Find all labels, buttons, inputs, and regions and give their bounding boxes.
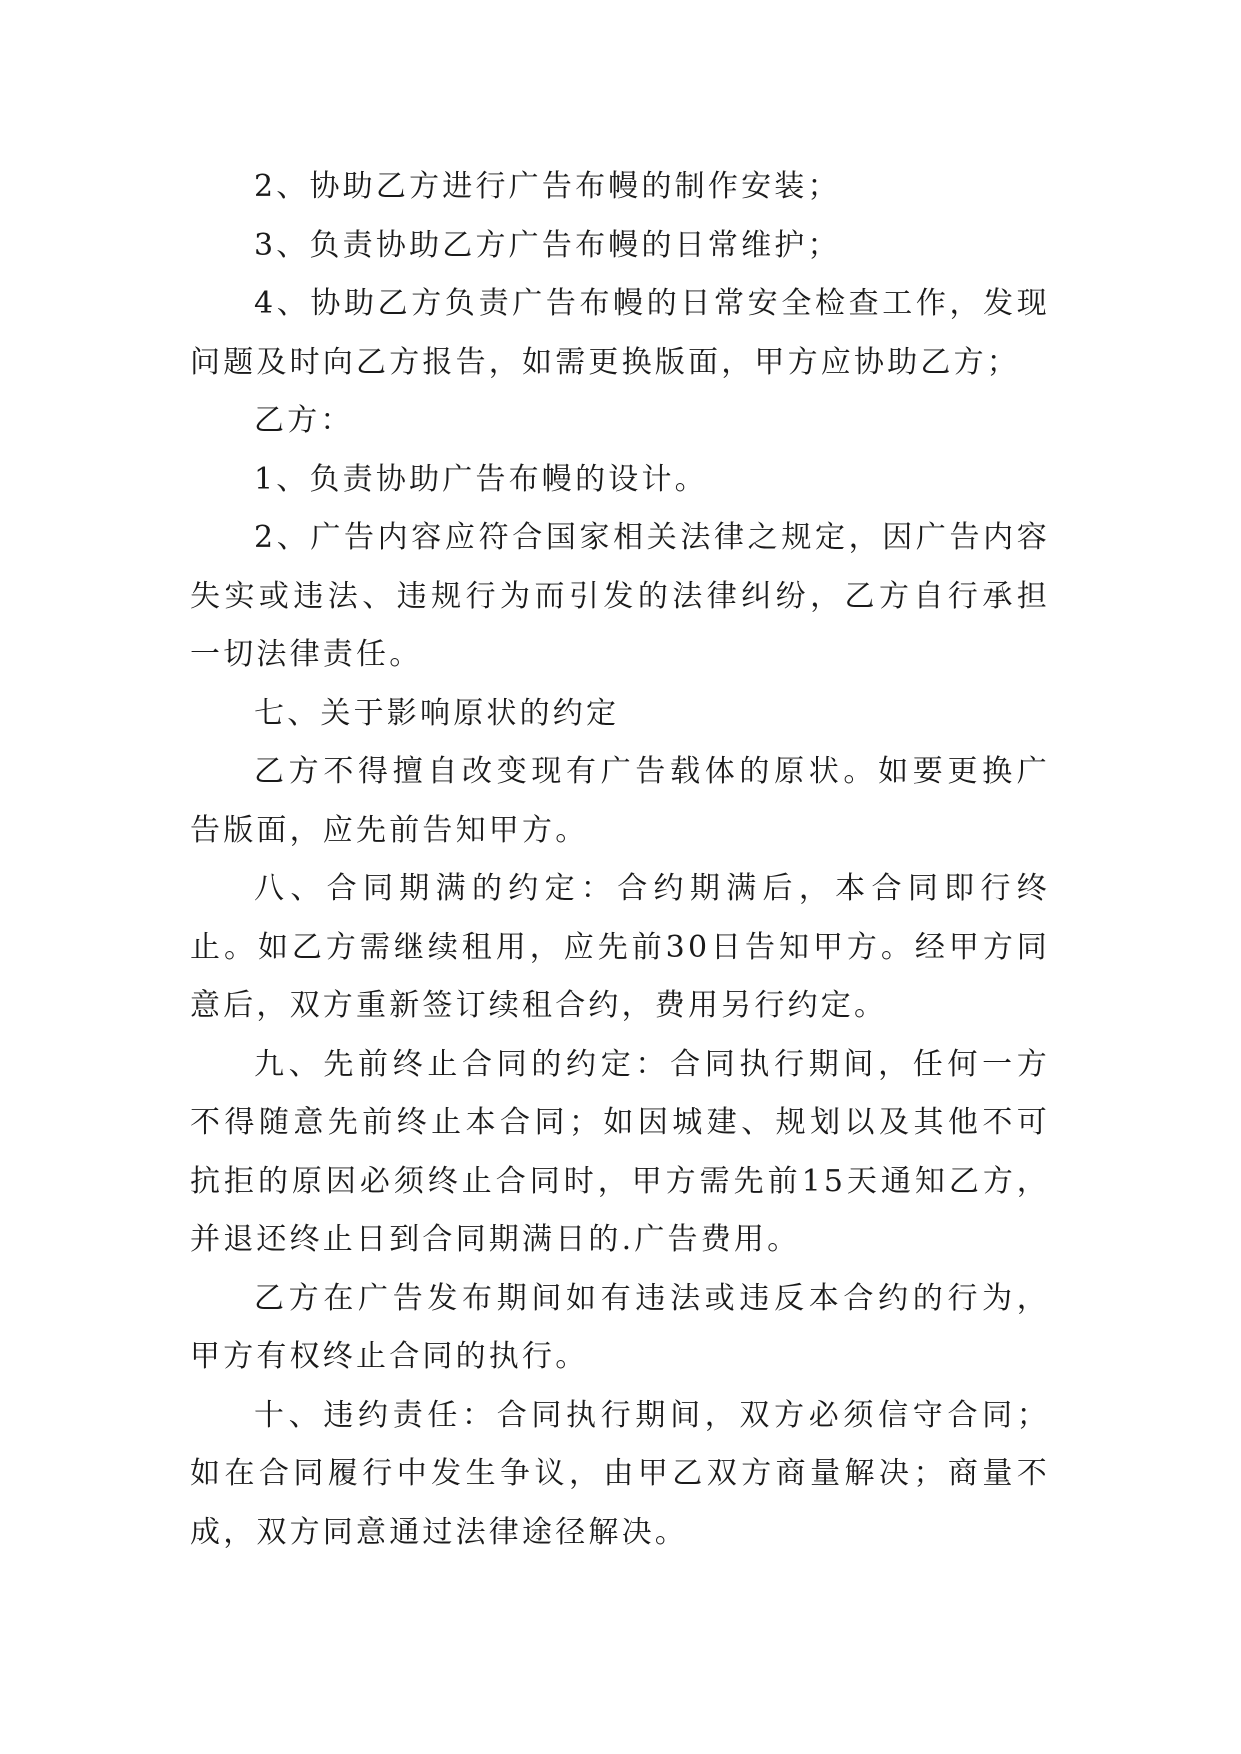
section-heading-seven: 七、关于影响原状的约定 [254,695,620,731]
paragraph-original-state: 乙方不得擅自改变现有广告载体的原状。如要更换广告版面，应先前告知甲方。 [190,754,1050,848]
paragraph-party-b-clause-2: 2、广告内容应符合国家相关法律之规定，因广告内容失实或违法、违规行为而引发的法律纠纷，乙方自行承担一切法律责任。 [190,520,1050,672]
paragraph-clause-3-maintenance: 3、负责协助乙方广告布幔的日常维护； [254,227,841,263]
paragraph-termination-right: 乙方在广告发布期间如有违法或违反本合约的行为，甲方有权终止合同的执行。 [190,1280,1050,1374]
paragraph-clause-4-safety-check: 4、协助乙方负责广告布幔的日常安全检查工作，发现问题及时向乙方报告，如需更换版面，甲方应协助乙方； [190,286,1050,380]
section-ten-breach-liability: 十、违约责任：合同执行期间，双方必须信守合同；如在合同履行中发生争议，由甲乙双方商量解决；商量不成，双方同意通过法律途径解决。 [190,1397,1050,1550]
paragraph-party-b-heading: 乙方： [254,403,354,438]
paragraph-clause-2-install: 2、协助乙方进行广告布幔的制作安装； [254,169,841,204]
section-eight-contract-expiry: 八、合同期满的约定：合约期满后，本合同即行终止。如乙方需继续租用，应先前30日告知甲方。经甲方同意后，双方重新签订续租合约，费用另行约定。 [190,871,1050,1023]
paragraph-party-b-clause-1: 1、负责协助广告布幔的设计。 [254,461,708,497]
document-body [190,158,1050,1562]
section-nine-early-termination: 九、先前终止合同的约定：合同执行期间，任何一方不得随意先前终止本合同；如因城建、规划以及其他不可抗拒的原因必须终止合同时，甲方需先前15天通知乙方，并退还终止日到合同期满日的.广告费用。 [190,1046,1050,1257]
